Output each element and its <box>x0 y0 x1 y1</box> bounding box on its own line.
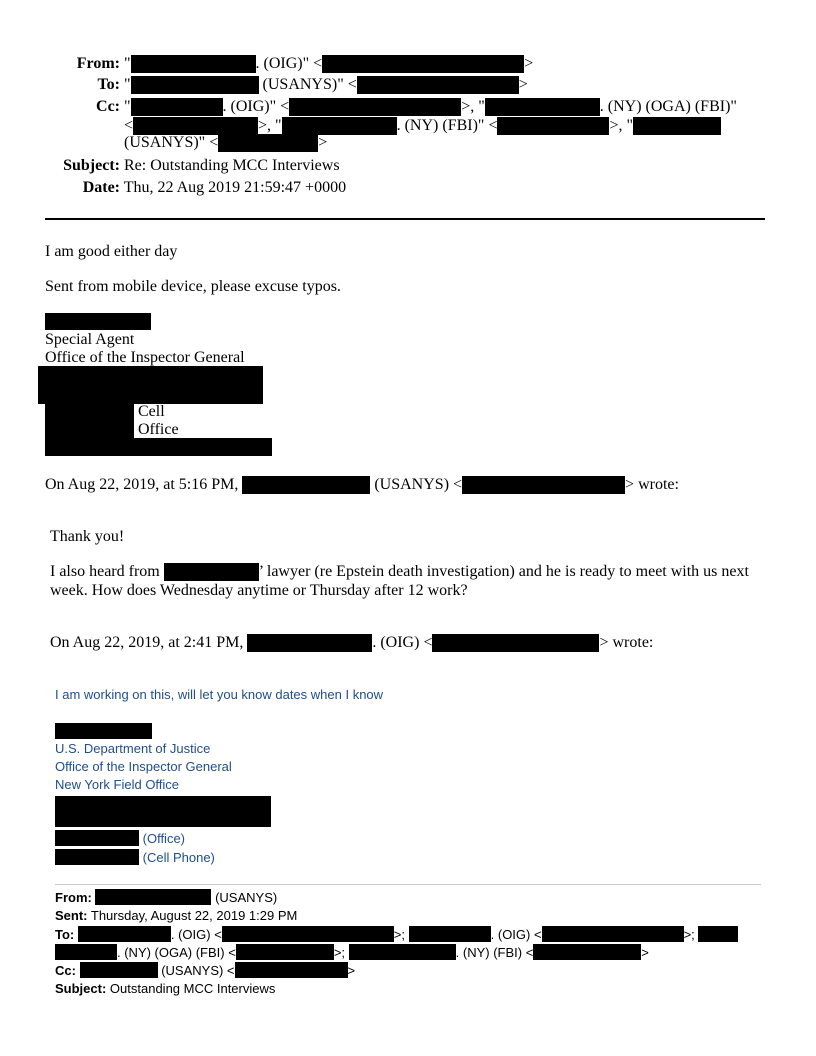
orig-subject-label: Subject: <box>55 981 107 996</box>
redaction <box>485 98 600 116</box>
redaction <box>322 55 524 73</box>
header-cc-row-3: (USANYS)" < > <box>124 134 328 151</box>
header-from-row: From: " . (OIG)" < > <box>45 55 533 73</box>
redaction <box>55 849 139 865</box>
inner-cell-row: (Cell Phone) <box>55 849 215 867</box>
redaction <box>349 944 456 960</box>
orig-to-label: To: <box>55 927 75 942</box>
cc-label: Cc: <box>96 98 120 115</box>
from-label: From: <box>76 55 120 72</box>
quote-line-1: On Aug 22, 2019, at 5:16 PM, (USANYS) < > wrote: <box>45 476 679 493</box>
orig-from-label: From: <box>55 890 92 905</box>
orig-to-row-1: To: . (OIG) < >; . (OIG) < >; <box>55 926 738 944</box>
redaction <box>222 926 394 942</box>
redaction <box>236 944 334 960</box>
header-subject-row <box>45 157 340 175</box>
orig-cc-label: Cc: <box>55 963 76 978</box>
redaction <box>95 889 211 905</box>
redaction <box>542 926 684 942</box>
orig-from-row: From: (USANYS) <box>55 890 278 905</box>
redaction <box>45 421 134 439</box>
to-label: To: <box>97 76 120 93</box>
header-divider <box>45 218 765 220</box>
inner-doj: U.S. Department of Justice <box>55 741 211 756</box>
heard-line-2: week. How does Wednesday anytime or Thursday after 12 work? <box>50 582 468 599</box>
orig-sent-row: Sent: Thursday, August 22, 2019 1:29 PM <box>55 908 298 923</box>
redaction <box>289 98 461 116</box>
redaction <box>242 476 370 494</box>
redaction-sig-name <box>45 313 151 330</box>
header-to-row: To: " (USANYS)" < > <box>45 76 528 94</box>
redaction <box>55 830 139 846</box>
redaction <box>497 117 609 135</box>
redaction <box>409 926 491 942</box>
redaction <box>80 962 158 978</box>
redaction <box>357 76 519 94</box>
redaction <box>235 962 348 978</box>
redaction <box>45 403 134 421</box>
header-date-row <box>45 179 346 197</box>
redaction <box>218 134 318 152</box>
subject-label: Subject: <box>63 157 120 174</box>
redaction-inner-name <box>55 723 152 739</box>
redaction <box>131 98 223 116</box>
orig-cc-row: Cc: (USANYS) < > <box>55 963 356 978</box>
header-cc-row-1: Cc: " . (OIG)" < >, " . (NY) (OGA) (FBI)" <box>45 98 737 116</box>
date-label: Date: <box>82 179 120 196</box>
quote-line-2: On Aug 22, 2019, at 2:41 PM, . (OIG) < > wrote: <box>50 634 654 651</box>
heard-line-1: I also heard from ’ lawyer (re Epstein death investigation) and he is ready to meet with us next <box>50 563 749 580</box>
redaction-sig-email <box>45 438 272 456</box>
redaction-inner-address <box>55 796 271 827</box>
redaction <box>432 634 599 652</box>
redaction <box>633 117 721 135</box>
body-line-2: Sent from mobile device, please excuse typos. <box>45 278 341 295</box>
body-line-1: I am good either day <box>45 243 178 260</box>
inner-nyfo: New York Field Office <box>55 777 180 792</box>
redaction <box>164 563 259 581</box>
original-message-divider <box>55 884 761 885</box>
working-text: I am working on this, will let you know dates when I know <box>55 687 384 702</box>
header-cc-row-2: < >, " . (NY) (FBI)" < >, " <box>124 117 721 135</box>
redaction <box>55 944 117 960</box>
sig-cell-row: Cell <box>45 403 165 421</box>
redaction <box>131 76 259 94</box>
thanks-text: Thank you! <box>50 528 125 545</box>
redaction <box>133 117 258 135</box>
redaction <box>282 117 397 135</box>
redaction <box>247 634 372 652</box>
sig-office-row: Office <box>45 421 179 439</box>
redaction <box>462 476 625 494</box>
orig-to-row-2: . (NY) (OGA) (FBI) < >; . (NY) (FBI) < > <box>55 944 649 962</box>
inner-oig: Office of the Inspector General <box>55 759 232 774</box>
redaction <box>131 55 256 73</box>
redaction <box>78 926 171 942</box>
orig-sent-label: Sent: <box>55 908 88 923</box>
sig-office: Office of the Inspector General <box>45 349 245 366</box>
redaction-sig-address <box>38 366 263 404</box>
orig-subject-row: Subject: Outstanding MCC Interviews <box>55 981 276 996</box>
redaction <box>533 944 641 960</box>
inner-office-row: (Office) <box>55 830 185 848</box>
subject-value: Re: Outstanding MCC Interviews <box>124 157 340 174</box>
sig-title: Special Agent <box>45 331 135 348</box>
date-value: Thu, 22 Aug 2019 21:59:47 +0000 <box>123 179 347 196</box>
redaction <box>698 926 738 942</box>
